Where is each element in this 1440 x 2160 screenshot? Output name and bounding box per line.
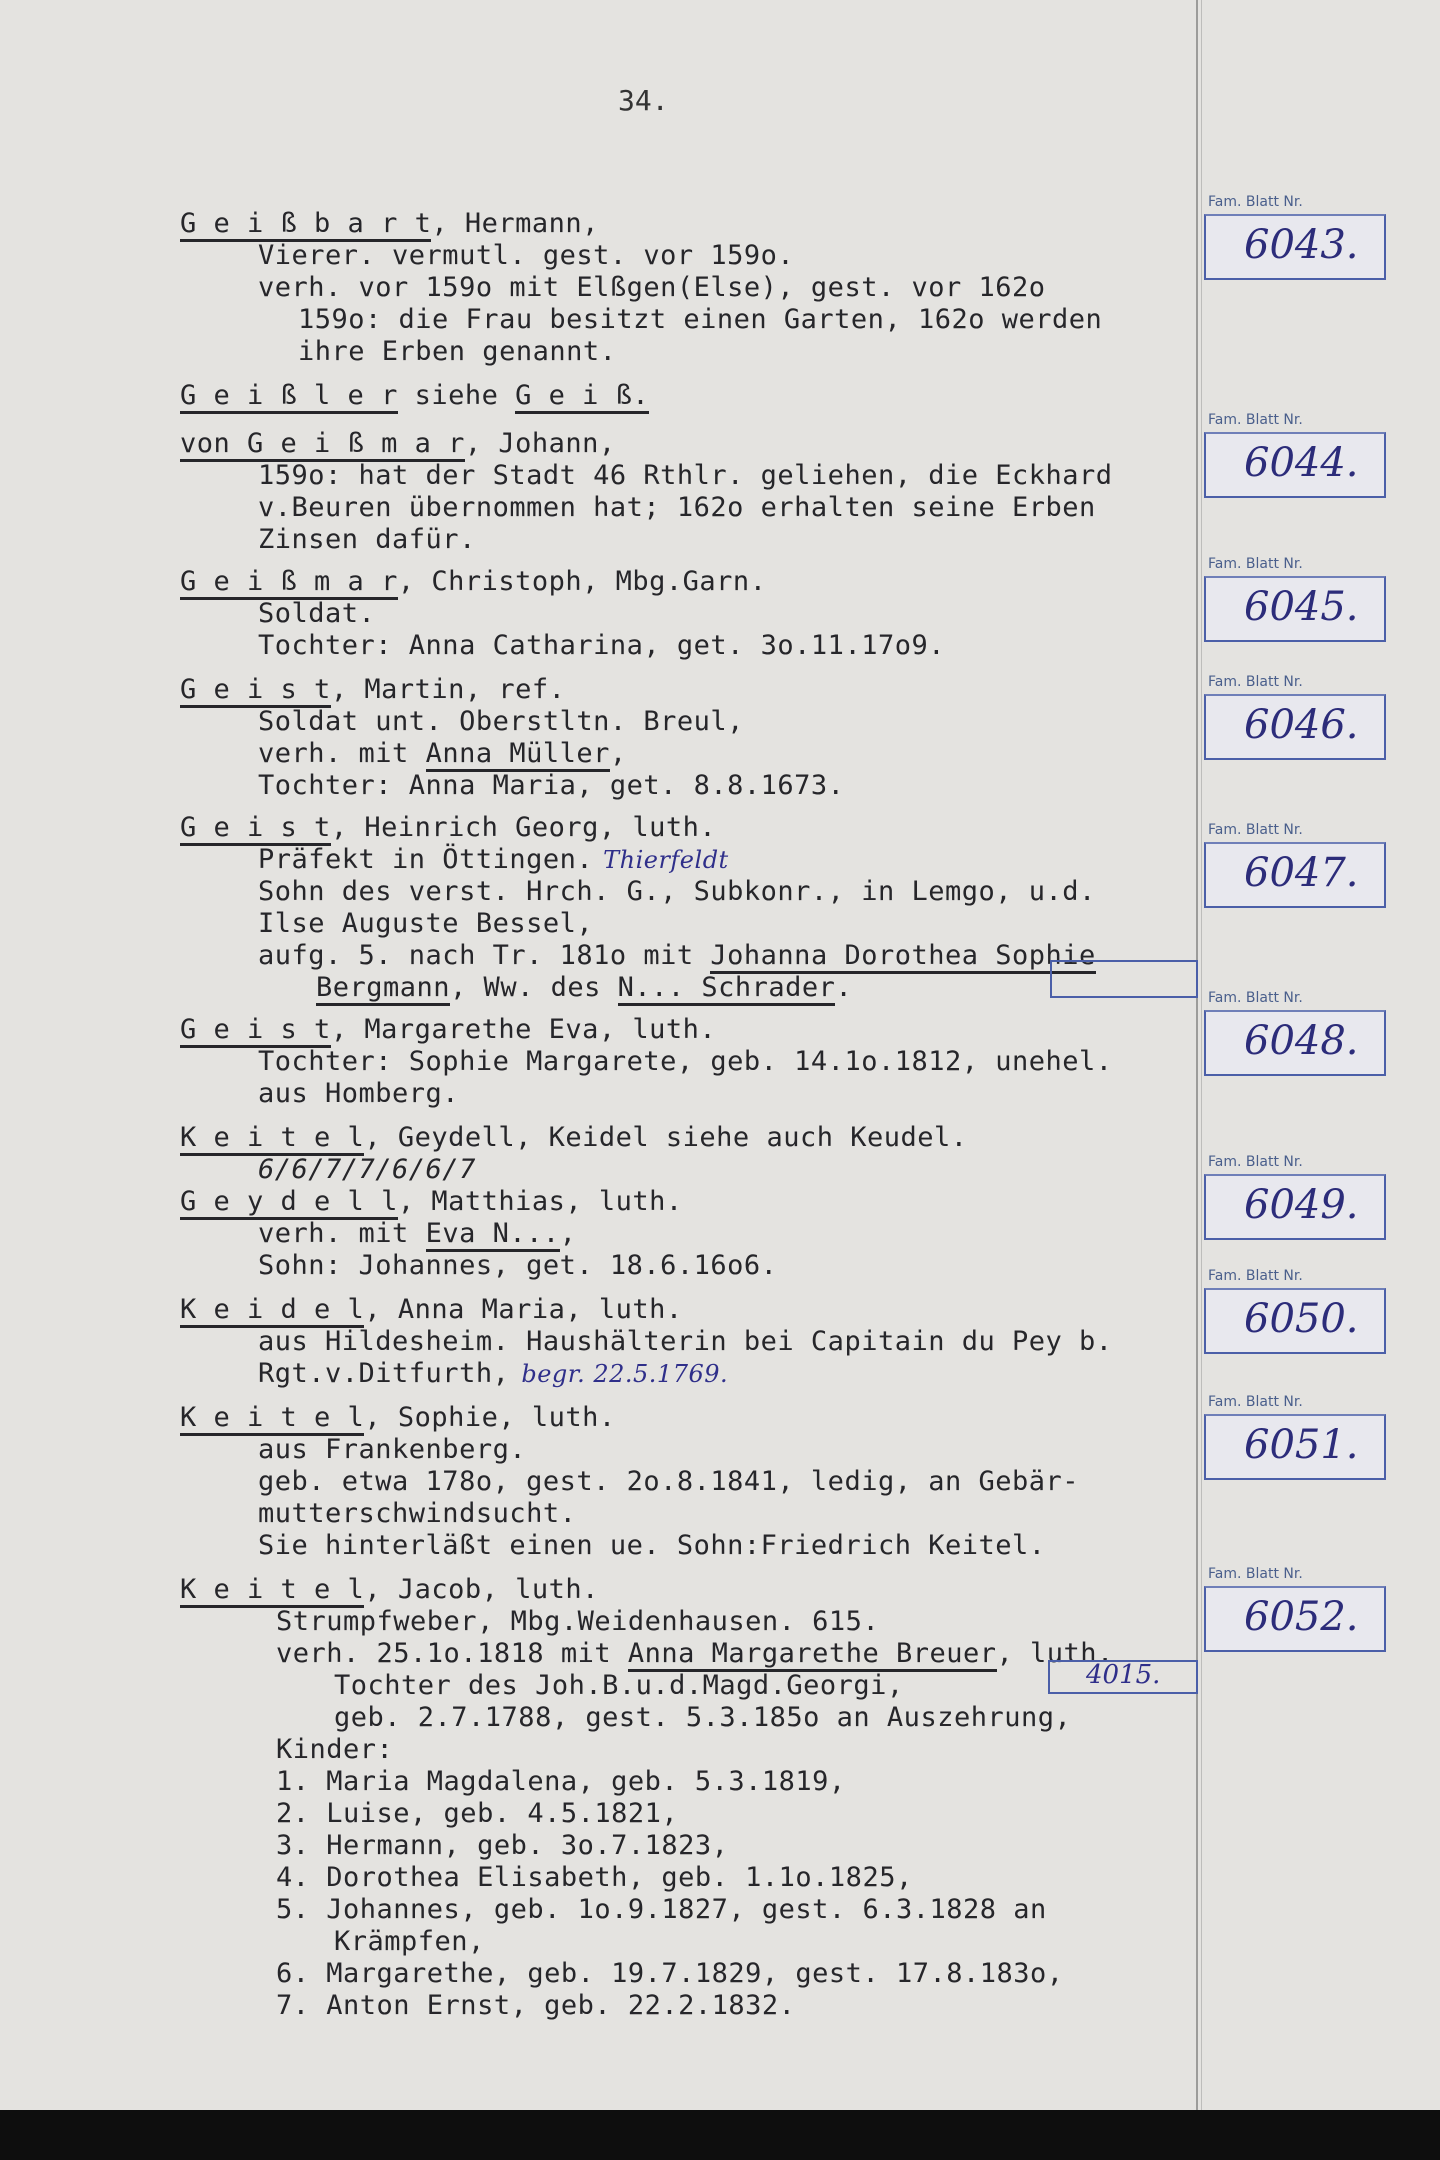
fam-blatt-number: 6047.	[1244, 850, 1359, 896]
entry-text-part: verh. 25.1o.1818 mit	[276, 1638, 628, 1669]
entry-name-rest: , Matthias, luth.	[397, 1186, 683, 1217]
entry-name-rest: , Hermann,	[431, 208, 599, 239]
handwritten-ref-number: 4015.	[1086, 1660, 1161, 1690]
fam-blatt-number: 6052.	[1244, 1594, 1359, 1640]
fam-blatt-card	[1204, 822, 1384, 906]
entry-surname: G e i s t	[180, 812, 331, 846]
fam-blatt-number: 6044.	[1244, 440, 1359, 486]
entry-text: v.Beuren übernommen hat; 162o erhalten seine Erben	[258, 492, 1096, 523]
entry-surname: G e i ß m a r	[247, 428, 465, 462]
entry-text: aus Hildesheim. Haushälterin bei Capitain du Pey b.	[258, 1326, 1113, 1357]
entry-heading	[180, 674, 565, 706]
entry-text: Strumpfweber, Mbg.Weidenhausen. 615.	[276, 1606, 880, 1637]
entry-surname: G e i s t	[180, 1014, 331, 1048]
card-label: Fam. Blatt Nr.	[1208, 822, 1303, 838]
fam-blatt-card	[1204, 1566, 1384, 1650]
entry-text: verh. vor 159o mit Elßgen(Else), gest. vor 162o	[258, 272, 1046, 303]
children-label: Kinder:	[276, 1734, 394, 1765]
card-box	[1204, 214, 1386, 280]
fam-blatt-number: 6045.	[1244, 584, 1359, 630]
card-label: Fam. Blatt Nr.	[1208, 194, 1303, 210]
scan-border	[0, 2110, 1440, 2160]
entry-name-rest: , Margarethe Eva, luth.	[330, 1014, 717, 1045]
relative-name: N... Schrader	[618, 972, 836, 1006]
fam-blatt-number: 6049.	[1244, 1182, 1359, 1228]
entry-name-rest: , Christoph, Mbg.Garn.	[397, 566, 767, 597]
handwritten-note: begr. 22.5.1769.	[521, 1360, 729, 1388]
entry-heading	[180, 1014, 716, 1046]
card-box	[1204, 1288, 1386, 1354]
fam-blatt-card	[1204, 990, 1384, 1074]
child-item-continued: Krämpfen,	[334, 1926, 485, 1957]
entry-text: Sie hinterläßt einen ue. Sohn:Friedrich Keitel.	[258, 1530, 1046, 1561]
fam-blatt-number: 6050.	[1244, 1296, 1359, 1342]
entry-surname: K e i t e l	[180, 1574, 364, 1608]
empty-ref-box	[1050, 960, 1198, 998]
entry-heading	[180, 428, 616, 460]
card-box	[1204, 1010, 1386, 1076]
entry-text	[258, 940, 1096, 972]
entry-text: geb. etwa 178o, gest. 2o.8.1841, ledig, an Gebär-	[258, 1466, 1080, 1497]
entry-surname: G e i s t	[180, 674, 331, 708]
handwritten-note: Thierfeldt	[603, 846, 729, 874]
entry-text: 159o: die Frau besitzt einen Garten, 162o werden	[298, 304, 1103, 335]
entry-text: geb. 2.7.1788, gest. 5.3.185o an Auszehrung,	[334, 1702, 1072, 1733]
entry-text-part: , luth.	[996, 1638, 1114, 1669]
entry-text-part: verh. mit	[258, 1218, 426, 1249]
entry-text: Sohn des verst. Hrch. G., Subkonr., in Lemgo, u.d.	[258, 876, 1096, 907]
struck-out-text: 6/6/7/7/6/6/7	[258, 1154, 476, 1185]
entry-heading	[180, 1294, 683, 1326]
card-box	[1204, 1414, 1386, 1480]
fam-blatt-card	[1204, 556, 1384, 640]
card-label: Fam. Blatt Nr.	[1208, 556, 1303, 572]
fam-blatt-card	[1204, 1268, 1384, 1352]
fam-blatt-card	[1204, 194, 1384, 278]
spouse-name: Johanna Dorothea Sophie	[710, 940, 1095, 974]
card-label: Fam. Blatt Nr.	[1208, 990, 1303, 1006]
entry-text: Tochter: Anna Maria, get. 8.8.1673.	[258, 770, 845, 801]
entry-text-part: .	[835, 972, 853, 1003]
entry-text	[316, 972, 852, 1004]
entry-text: 159o: hat der Stadt 46 Rthlr. geliehen, die Eckhard	[258, 460, 1113, 491]
entry-surname: G e i ß l e r	[180, 380, 398, 414]
entry-text: aus Frankenberg.	[258, 1434, 527, 1465]
child-item: 5. Johannes, geb. 1o.9.1827, gest. 6.3.1828 an	[276, 1894, 1047, 1925]
child-item: 3. Hermann, geb. 3o.7.1823,	[276, 1830, 729, 1861]
card-box	[1204, 694, 1386, 760]
entry-name-rest: , Jacob, luth.	[364, 1574, 599, 1605]
entry-text: ihre Erben genannt.	[298, 336, 617, 367]
entry-text-part: ,	[559, 1218, 577, 1249]
entry-text: Sohn: Johannes, get. 18.6.16o6.	[258, 1250, 778, 1281]
entry-text-part: Rgt.v.Ditfurth,	[258, 1358, 510, 1389]
fam-blatt-number: 6043.	[1244, 222, 1359, 268]
card-box	[1204, 432, 1386, 498]
entry-name-rest: , Heinrich Georg, luth.	[330, 812, 717, 843]
spouse-name: Anna Müller	[426, 738, 610, 772]
entry-text-part: verh. mit	[258, 738, 426, 769]
entry-name-rest: , Sophie, luth.	[364, 1402, 616, 1433]
entry-text-part: Präfekt in Öttingen.	[258, 844, 594, 875]
entry-text-part: , Ww. des	[450, 972, 618, 1003]
entry-heading	[180, 208, 599, 240]
fam-blatt-card	[1204, 1394, 1384, 1478]
card-box	[1204, 1586, 1386, 1652]
spouse-name: Eva N...	[426, 1218, 560, 1252]
child-item: 1. Maria Magdalena, geb. 5.3.1819,	[276, 1766, 846, 1797]
entry-text: Tochter: Anna Catharina, get. 3o.11.17o9.	[258, 630, 945, 661]
card-box	[1204, 842, 1386, 908]
entry-text	[258, 738, 627, 770]
entry-surname: K e i d e l	[180, 1294, 364, 1328]
entry-heading	[180, 1574, 599, 1606]
card-box	[1204, 576, 1386, 642]
entry-heading	[180, 380, 649, 412]
card-label: Fam. Blatt Nr.	[1208, 1154, 1303, 1170]
child-item: 4. Dorothea Elisabeth, geb. 1.1o.1825,	[276, 1862, 913, 1893]
fam-blatt-card	[1204, 1154, 1384, 1238]
entry-text	[258, 1358, 728, 1390]
entry-surname: K e i t e l	[180, 1402, 364, 1436]
entry-heading	[180, 1402, 616, 1434]
entry-text: Tochter des Joh.B.u.d.Magd.Georgi,	[334, 1670, 904, 1701]
card-box	[1204, 1174, 1386, 1240]
card-label: Fam. Blatt Nr.	[1208, 412, 1303, 428]
entry-text-part: ,	[609, 738, 627, 769]
child-item: 7. Anton Ernst, geb. 22.2.1832.	[276, 1990, 796, 2021]
entry-heading	[180, 1122, 968, 1154]
entry-surname: K e i t e l	[180, 1122, 364, 1156]
page-number: 34.	[618, 84, 669, 117]
ref-box	[1048, 1660, 1198, 1694]
entry-text: Soldat unt. Oberstltn. Breul,	[258, 706, 744, 737]
entry-surname: G e i ß b a r t	[180, 208, 431, 242]
entry-cross-ref-text: siehe	[397, 380, 516, 411]
child-item: 2. Luise, geb. 4.5.1821,	[276, 1798, 679, 1829]
entry-text	[258, 844, 729, 876]
entry-text: Ilse Auguste Bessel,	[258, 908, 594, 939]
card-label: Fam. Blatt Nr.	[1208, 1566, 1303, 1582]
card-label: Fam. Blatt Nr.	[1208, 1268, 1303, 1284]
fam-blatt-number: 6048.	[1244, 1018, 1359, 1064]
entry-text: aus Homberg.	[258, 1078, 460, 1109]
entry-prefix: von	[180, 428, 247, 462]
fam-blatt-number: 6051.	[1244, 1422, 1359, 1468]
entry-surname: G e i ß m a r	[180, 566, 398, 600]
entry-text: Soldat.	[258, 598, 376, 629]
entry-name-rest: , Anna Maria, luth.	[364, 1294, 683, 1325]
entry-text: Vierer. vermutl. gest. vor 159o.	[258, 240, 795, 271]
card-label: Fam. Blatt Nr.	[1208, 1394, 1303, 1410]
entry-heading	[180, 1186, 683, 1218]
entry-name-rest: , Geydell, Keidel siehe auch Keudel.	[364, 1122, 968, 1153]
fam-blatt-card	[1204, 412, 1384, 496]
entry-cross-ref: G e i ß.	[515, 380, 649, 414]
fam-blatt-number: 6046.	[1244, 702, 1359, 748]
entry-text-part: aufg. 5. nach Tr. 181o mit	[258, 940, 711, 971]
entry-text: Zinsen dafür.	[258, 524, 476, 555]
margin-rule	[1196, 0, 1198, 2110]
entry-text: mutterschwindsucht.	[258, 1498, 577, 1529]
entry-name-rest: , Johann,	[464, 428, 616, 459]
margin-rule-shadow	[1201, 0, 1202, 2110]
spouse-name: Bergmann	[316, 972, 450, 1006]
entry-heading	[180, 566, 766, 598]
card-label: Fam. Blatt Nr.	[1208, 674, 1303, 690]
entry-surname: G e y d e l l	[180, 1186, 398, 1220]
entry-text	[258, 1218, 576, 1250]
entry-text	[276, 1638, 1114, 1670]
fam-blatt-card	[1204, 674, 1384, 758]
entry-heading	[180, 812, 716, 844]
spouse-name: Anna Margarethe Breuer	[628, 1638, 997, 1672]
entry-text: Tochter: Sophie Margarete, geb. 14.1o.1812, unehel.	[258, 1046, 1113, 1077]
entry-name-rest: , Martin, ref.	[330, 674, 566, 705]
child-item: 6. Margarethe, geb. 19.7.1829, gest. 17.8.183o,	[276, 1958, 1064, 1989]
